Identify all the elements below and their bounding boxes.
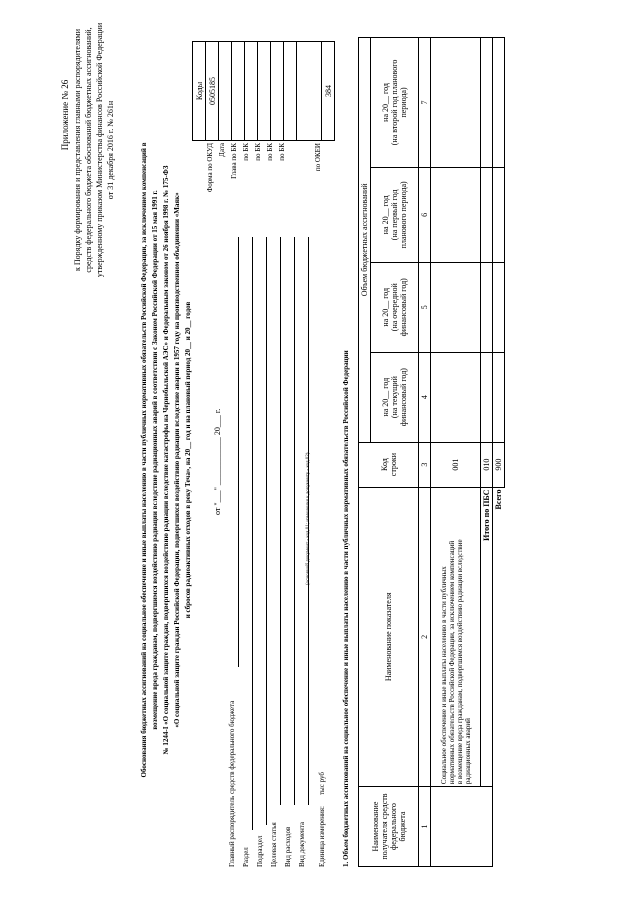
codes-cell <box>232 42 245 141</box>
field-line <box>238 237 239 667</box>
appendix-line: средств федерального бюджета обоснований бюджетных ассигнований, <box>84 27 93 273</box>
codes-cell <box>284 42 297 141</box>
th-year-current: на 20__ год (на текущий финансовый год) <box>371 352 419 442</box>
field-label-tselevaya: Целевая статья <box>270 822 278 867</box>
section-title: 1. Объем бюджетных ассигнований на социальное обеспечение и иные выплаты населению в части публичных нормативных обязательств Российской Федерации <box>342 350 350 867</box>
field-label-vid-rashodov: Вид расходов <box>284 826 292 867</box>
field-label-vid-dokumenta: Вид документа <box>298 821 306 867</box>
unit-label: Единица измерения: <box>318 806 326 867</box>
col-number: 4 <box>419 352 431 442</box>
table-cell <box>431 38 481 168</box>
codes-label: Дата <box>218 143 226 157</box>
table-cell <box>431 787 493 867</box>
table-cell <box>493 262 505 352</box>
total-code: 900 <box>493 442 505 487</box>
appendix-line: к Порядку формирования и представления главными распорядителями <box>73 29 82 271</box>
th-code: Код строки <box>359 442 419 487</box>
th-year-plan1: на 20__ год (на первый год планового периода) <box>371 167 419 262</box>
document-note: (основной документ - код 01; изменения к документу - код 02) <box>306 452 311 585</box>
field-label-podrazdel: Подраздел <box>256 835 264 867</box>
col-number: 3 <box>419 442 431 487</box>
document-title-line: и сбросов радиоактивных отходов в реку Теча», на 20__ год и на плановый период 20__ и 20__ годов <box>184 301 192 619</box>
codes-cell <box>219 42 232 141</box>
table-cell <box>493 167 505 262</box>
table-cell <box>481 262 493 352</box>
subtotal-code: 010 <box>481 442 493 487</box>
table-cell <box>481 38 493 168</box>
table-row-text: Социальное обеспечение и иные выплаты населению в части публичных нормативных обязательств Российской Федерации, за исключением компенсаций в возмещение вреда гражданам, подвергшимся воздействию радиации вследствие радиационных аварий <box>431 487 481 787</box>
field-line <box>294 237 295 805</box>
codes-cell: 0505185 <box>206 42 219 141</box>
col-number: 6 <box>419 167 431 262</box>
total-label: Всего <box>493 487 505 866</box>
th-indicator: Наименование показателя <box>359 487 419 787</box>
main-table <box>358 37 505 867</box>
document-title-line: возмещение вреда гражданам, подвергшимся воздействию радиации вследствие радиационных аварий в соответствии с Законом Российской Федерации от 15 мая 1991 г. <box>151 190 159 730</box>
document-title-line: № 1244-I «О социальной защите граждан, подвергшихся воздействию радиации вследствие катастрофы на Чернобыльской АЭС» и Федеральным законом от 26 ноября 1998 г. № 175-ФЗ <box>162 165 170 755</box>
th-recipient: Наименование получателя средств федерального бюджета <box>359 787 419 867</box>
codes-cell <box>271 42 284 141</box>
codes-cell <box>258 42 271 141</box>
codes-label: по ОКЕИ <box>314 143 322 172</box>
col-number: 7 <box>419 38 431 168</box>
subtotal-label: Итого по ПБС <box>481 487 493 787</box>
table-cell <box>431 352 481 442</box>
col-number: 2 <box>419 487 431 787</box>
th-volume: Объем бюджетных ассигнований <box>359 38 371 443</box>
codes-label: по БК <box>266 143 274 161</box>
codes-header: Коды <box>193 42 206 141</box>
document-title-line: Обоснования бюджетных ассигнований на социальное обеспечение и иные выплаты населению в части публичных нормативных обязательств Российской Федерации, за исключением компенсаций в <box>140 142 148 778</box>
field-line <box>266 237 267 825</box>
field-label-razdel: Раздел <box>242 847 250 867</box>
document-date: от "___" ____________ 20___ г. <box>213 408 222 515</box>
col-number: 1 <box>419 787 431 867</box>
field-line <box>280 237 281 805</box>
field-line <box>308 237 309 805</box>
codes-label: по БК <box>242 143 250 161</box>
codes-cell: 384 <box>322 42 335 141</box>
th-year-plan2: на 20__ год (на второй год планового периода) <box>371 38 419 168</box>
table-cell <box>431 167 481 262</box>
table-cell <box>493 352 505 442</box>
appendix-title: Приложение № 26 <box>60 79 70 151</box>
appendix-line: утвержденному приказом Министерства финансов Российской Федерации <box>95 22 104 278</box>
table-cell <box>481 352 493 442</box>
codes-label: Форма по ОКУД <box>206 143 214 193</box>
unit-value: тыс руб <box>318 772 326 795</box>
field-line <box>252 237 253 830</box>
codes-label: Глава по БК <box>230 143 238 179</box>
appendix-line: от 31 декабря 2016 г. № 261н <box>106 100 115 200</box>
th-year-next: на 20__ год (на очередной финансовый год) <box>371 262 419 352</box>
table-cell <box>481 167 493 262</box>
table-cell <box>431 262 481 352</box>
codes-label: по БК <box>254 143 262 161</box>
table-cell <box>493 38 505 168</box>
codes-cell <box>297 42 322 141</box>
codes-label: по БК <box>278 143 286 161</box>
codes-cell <box>245 42 258 141</box>
codes-table <box>192 41 335 141</box>
document-title-line: «О социальной защите граждан Российской Федерации, подвергшихся воздействию радиации вследствие аварии в 1957 году на производственном объединении «Маяк» <box>173 192 181 728</box>
field-label-gr: Главный распорядитель средств федерального бюджета <box>228 700 236 867</box>
col-number: 5 <box>419 262 431 352</box>
table-row-code: 001 <box>431 442 481 487</box>
